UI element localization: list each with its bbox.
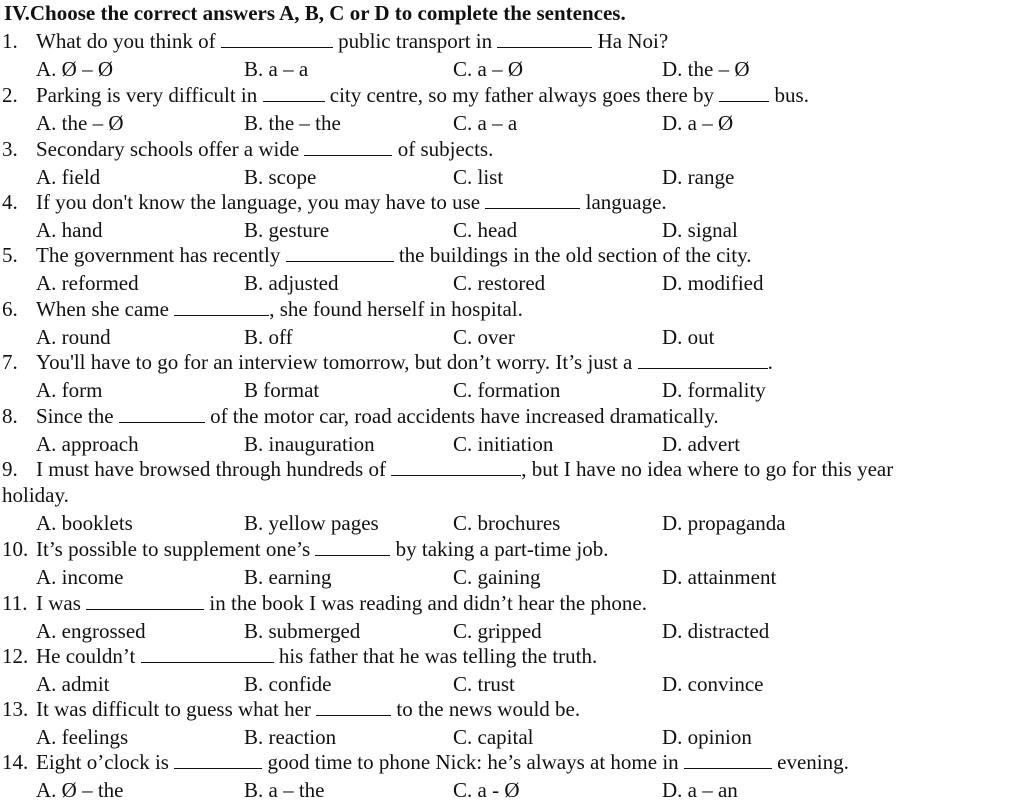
question-4-text xyxy=(36,190,667,214)
answer-blank[interactable] xyxy=(174,299,269,316)
answer-blank[interactable] xyxy=(286,245,394,262)
answer-blank[interactable] xyxy=(485,192,580,209)
question-text-segment: It was difficult to guess what her xyxy=(36,697,317,721)
answer-blank[interactable] xyxy=(391,459,521,476)
question-13-option-d[interactable]: D. opinion xyxy=(662,725,752,749)
question-11-option-b[interactable]: B. submerged xyxy=(244,619,361,643)
answer-blank[interactable] xyxy=(638,352,768,369)
question-number: 13. xyxy=(2,697,29,721)
question-2-text xyxy=(36,83,809,107)
question-number: 12. xyxy=(2,644,29,668)
answer-blank[interactable] xyxy=(86,593,204,610)
question-number: 10. xyxy=(2,537,29,561)
question-5-option-a[interactable]: A. reformed xyxy=(36,271,139,295)
question-9-option-c[interactable]: C. brochures xyxy=(453,511,561,535)
question-text-segment: evening. xyxy=(771,750,849,774)
question-text-segment: bus. xyxy=(769,83,809,107)
question-text-segment: If you don't know the language, you may have to use xyxy=(36,190,486,214)
question-6-option-b[interactable]: B. off xyxy=(244,325,293,349)
question-14-option-b[interactable]: B. a – the xyxy=(244,778,325,802)
question-5-option-d[interactable]: D. modified xyxy=(662,271,764,295)
question-12-option-d[interactable]: D. convince xyxy=(662,672,764,696)
question-text-segment: public transport in xyxy=(332,29,498,53)
question-2-option-b[interactable]: B. the – the xyxy=(244,111,341,135)
question-text-segment: It’s possible to supplement one’s xyxy=(36,537,316,561)
question-5-option-b[interactable]: B. adjusted xyxy=(244,271,339,295)
question-1-option-d[interactable]: D. the – Ø xyxy=(662,57,750,81)
question-14-text xyxy=(36,750,849,774)
question-11-option-c[interactable]: C. gripped xyxy=(453,619,542,643)
question-14-option-a[interactable]: A. Ø – the xyxy=(36,778,124,802)
question-10-option-d[interactable]: D. attainment xyxy=(662,565,777,589)
question-4-option-d[interactable]: D. signal xyxy=(662,218,738,242)
answer-blank[interactable] xyxy=(684,752,772,769)
question-text-segment: . xyxy=(767,350,773,374)
question-text-segment: The government has recently xyxy=(36,243,286,267)
question-12-option-c[interactable]: C. trust xyxy=(453,672,515,696)
question-7-option-b[interactable]: B format xyxy=(244,378,320,402)
question-8-text xyxy=(36,404,719,428)
answer-blank[interactable] xyxy=(263,85,325,102)
question-3-text xyxy=(36,137,493,161)
question-7-option-a[interactable]: A. form xyxy=(36,378,103,402)
question-text-segment: of the motor car, road accidents have increased dramatically. xyxy=(204,404,719,428)
question-8-option-c[interactable]: C. initiation xyxy=(453,432,554,456)
question-number: 6. xyxy=(2,297,18,321)
question-text-segment: Eight o’clock is xyxy=(36,750,175,774)
question-1-option-c[interactable]: C. a – Ø xyxy=(453,57,523,81)
question-7-text xyxy=(36,350,773,374)
question-text-segment: Since the xyxy=(36,404,119,428)
question-6-text xyxy=(36,297,523,321)
question-text-segment: Parking is very difficult in xyxy=(36,83,263,107)
question-text-segment: good time to phone Nick: he’s always at home in xyxy=(262,750,684,774)
question-9-text xyxy=(36,457,893,481)
answer-blank[interactable] xyxy=(497,31,592,48)
question-text-segment: of subjects. xyxy=(392,137,494,161)
question-6-option-c[interactable]: C. over xyxy=(453,325,515,349)
question-text-segment: I was xyxy=(36,591,87,615)
question-13-option-a[interactable]: A. feelings xyxy=(36,725,129,749)
question-12-option-b[interactable]: B. confide xyxy=(244,672,332,696)
question-4-option-a[interactable]: A. hand xyxy=(36,218,103,242)
question-14-option-c[interactable]: C. a - Ø xyxy=(453,778,520,802)
question-number: 5. xyxy=(2,243,18,267)
question-text-segment: He couldn’t xyxy=(36,644,141,668)
question-11-text xyxy=(36,591,647,615)
answer-blank[interactable] xyxy=(315,539,390,556)
question-number: 7. xyxy=(2,350,18,374)
question-1-option-a[interactable]: A. Ø – Ø xyxy=(36,57,113,81)
question-text-segment: to the news would be. xyxy=(391,697,581,721)
question-4-option-b[interactable]: B. gesture xyxy=(244,218,330,242)
question-text-segment: When she came xyxy=(36,297,175,321)
question-10-option-a[interactable]: A. income xyxy=(36,565,124,589)
question-11-option-a[interactable]: A. engrossed xyxy=(36,619,146,643)
question-text-segment: the buildings in the old section of the city. xyxy=(393,243,752,267)
question-number: 2. xyxy=(2,83,18,107)
question-10-option-c[interactable]: C. gaining xyxy=(453,565,541,589)
question-9-option-a[interactable]: A. booklets xyxy=(36,511,133,535)
question-1-option-b[interactable]: B. a – a xyxy=(244,57,309,81)
question-number: 4. xyxy=(2,190,18,214)
question-5-text xyxy=(36,243,752,267)
question-2-option-c[interactable]: C. a – a xyxy=(453,111,518,135)
question-3-option-a[interactable]: A. field xyxy=(36,165,101,189)
question-4-option-c[interactable]: C. head xyxy=(453,218,518,242)
question-number: 8. xyxy=(2,404,18,428)
question-7-option-d[interactable]: D. formality xyxy=(662,378,766,402)
question-9-option-b[interactable]: B. yellow pages xyxy=(244,511,379,535)
question-text-segment: in the book I was reading and didn’t hear the phone. xyxy=(204,591,647,615)
question-text-segment: Ha Noi? xyxy=(592,29,669,53)
answer-blank[interactable] xyxy=(174,752,262,769)
question-number: 11. xyxy=(2,591,28,615)
question-number: 14. xyxy=(2,750,29,774)
question-text-segment: by taking a part-time job. xyxy=(390,537,609,561)
question-text-segment: What do you think of xyxy=(36,29,221,53)
question-7-option-c[interactable]: C. formation xyxy=(453,378,561,402)
question-10-option-b[interactable]: B. earning xyxy=(244,565,332,589)
answer-blank[interactable] xyxy=(719,85,769,102)
question-9-option-d[interactable]: D. propaganda xyxy=(662,511,786,535)
exercise-title: IV.Choose the correct answers A, B, C or D to complete the sentences. xyxy=(4,1,626,25)
answer-blank[interactable] xyxy=(221,31,333,48)
question-5-option-c[interactable]: C. restored xyxy=(453,271,546,295)
question-number: 3. xyxy=(2,137,18,161)
question-11-option-d[interactable]: D. distracted xyxy=(662,619,770,643)
question-text-segment: You'll have to go for an interview tomorrow, but don’t worry. It’s just a xyxy=(36,350,638,374)
question-9-continuation: holiday. xyxy=(2,483,69,507)
question-12-option-a[interactable]: A. admit xyxy=(36,672,110,696)
question-1-text xyxy=(36,29,668,53)
question-text-segment: city centre, so my father always goes there by xyxy=(324,83,720,107)
question-8-option-a[interactable]: A. approach xyxy=(36,432,139,456)
answer-blank[interactable] xyxy=(304,139,392,156)
question-text-segment: his father that he was telling the truth. xyxy=(273,644,598,668)
answer-blank[interactable] xyxy=(119,406,205,423)
question-8-option-b[interactable]: B. inauguration xyxy=(244,432,375,456)
question-text-segment: , she found herself in hospital. xyxy=(269,297,523,321)
question-text-segment: , but I have no idea where to go for this year xyxy=(521,457,894,481)
question-14-option-d[interactable]: D. a – an xyxy=(662,778,738,802)
question-2-option-a[interactable]: A. the – Ø xyxy=(36,111,124,135)
question-8-option-d[interactable]: D. advert xyxy=(662,432,741,456)
question-6-option-d[interactable]: D. out xyxy=(662,325,715,349)
question-12-text xyxy=(36,644,597,668)
answer-blank[interactable] xyxy=(141,646,274,663)
question-text-segment: Secondary schools offer a wide xyxy=(36,137,305,161)
question-text-segment: language. xyxy=(580,190,667,214)
question-10-text xyxy=(36,537,609,561)
question-3-option-c[interactable]: C. list xyxy=(453,165,504,189)
question-13-option-c[interactable]: C. capital xyxy=(453,725,534,749)
question-3-option-d[interactable]: D. range xyxy=(662,165,735,189)
question-number: 9. xyxy=(2,457,18,481)
question-3-option-b[interactable]: B. scope xyxy=(244,165,317,189)
question-2-option-d[interactable]: D. a – Ø xyxy=(662,111,734,135)
answer-blank[interactable] xyxy=(316,699,391,716)
question-text-segment: I must have browsed through hundreds of xyxy=(36,457,392,481)
question-13-option-b[interactable]: B. reaction xyxy=(244,725,337,749)
question-number: 1. xyxy=(2,29,18,53)
question-13-text xyxy=(36,697,580,721)
question-6-option-a[interactable]: A. round xyxy=(36,325,111,349)
